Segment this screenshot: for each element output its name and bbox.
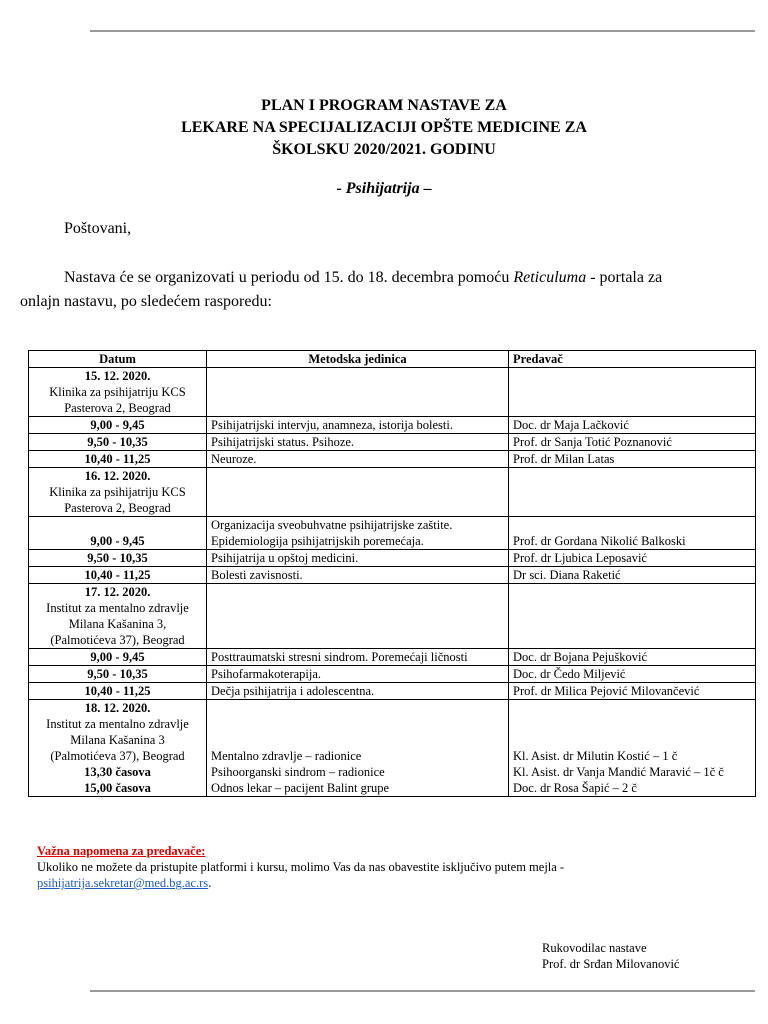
- unit-line: Odnos lekar – pacijent Balint grupe: [211, 781, 390, 795]
- title-line: PLAN I PROGRAM NASTAVE ZA: [261, 97, 507, 114]
- document-title: [0, 95, 768, 161]
- table-row: [29, 451, 756, 468]
- note-heading: Važna napomena za predavače:: [37, 844, 206, 858]
- table-header-row: [29, 351, 756, 368]
- table-row: [29, 649, 756, 666]
- location-line: Klinika za psihijatriju KCS: [49, 485, 186, 499]
- column-header-date: Datum: [29, 351, 207, 368]
- column-header-unit: Metodska jedinica: [207, 351, 509, 368]
- email-link[interactable]: psihijatrija.sekretar@med.bg.ac.rs: [37, 876, 209, 890]
- schedule-table: [28, 350, 756, 797]
- unit-line: Epidemiologija psihijatrijskih poremećaja.: [211, 534, 424, 548]
- signature-role: Rukovodilac nastave: [542, 941, 647, 955]
- location-line: (Palmotićeva 37), Beograd: [50, 749, 185, 763]
- time-cell: [29, 417, 207, 434]
- day-location-cell: [29, 700, 207, 797]
- table-row: [29, 683, 756, 700]
- location-line: Milana Kašanina 3,: [68, 617, 167, 631]
- unit-line: Psihoorganski sindrom – radionice: [211, 765, 385, 779]
- lecturer-cell: [509, 649, 756, 666]
- time-cell: [29, 517, 207, 550]
- unit-line: Posttraumatski stresni sindrom. Poremećaji ličnosti: [211, 650, 468, 664]
- column-header-lecturer: Predavač: [509, 351, 756, 368]
- unit-cell: [207, 700, 509, 797]
- unit-cell: [207, 666, 509, 683]
- table-row: [29, 417, 756, 434]
- day-header-row: [29, 368, 756, 417]
- table-row: [29, 550, 756, 567]
- unit-cell: [207, 567, 509, 584]
- lecturer-name: Prof. dr Gordana Nikolić Balkoski: [513, 534, 686, 548]
- session-date: 16. 12. 2020.: [84, 469, 151, 483]
- unit-cell: [207, 550, 509, 567]
- unit-line: Neuroze.: [211, 452, 257, 466]
- schedule-body: [29, 368, 756, 797]
- intro-paragraph: [20, 266, 740, 314]
- unit-line: Dečja psihijatrija i adolescentna.: [211, 684, 375, 698]
- unit-line: Mentalno zdravlje – radionice: [211, 749, 362, 763]
- lecturer-name: Prof. dr Sanja Totić Poznanović: [513, 435, 672, 449]
- unit-cell: [207, 683, 509, 700]
- time-slot: 9,50 - 10,35: [87, 667, 148, 681]
- empty-cell: [207, 368, 509, 417]
- lecturer-name: Prof. dr Milica Pejović Milovančević: [513, 684, 700, 698]
- location-line: Pasterova 2, Beograd: [64, 401, 171, 415]
- greeting: Poštovani,: [64, 220, 132, 237]
- lecturer-name: Doc. dr Bojana Pejušković: [513, 650, 648, 664]
- signature-name: Prof. dr Srđan Milovanović: [542, 957, 680, 971]
- time-slot: 9,50 - 10,35: [87, 435, 148, 449]
- top-divider: [90, 30, 755, 32]
- empty-cell: [509, 368, 756, 417]
- lecturer-cell: [509, 434, 756, 451]
- time-slot: 10,40 - 11,25: [84, 684, 151, 698]
- time-slot: 13,30 časova: [84, 765, 151, 779]
- important-note: [37, 843, 737, 891]
- time-slot: 10,40 - 11,25: [84, 452, 151, 466]
- unit-line: Psihijatrijski intervju, anamneza, istorija bolesti.: [211, 418, 453, 432]
- lecturer-cell: [509, 517, 756, 550]
- unit-line: Bolesti zavisnosti.: [211, 568, 303, 582]
- lecturer-cell: [509, 567, 756, 584]
- lecturer-cell: [509, 451, 756, 468]
- time-slot: 10,40 - 11,25: [84, 568, 151, 582]
- unit-line: Organizacija sveobuhvatne psihijatrijske zaštite.: [211, 518, 453, 532]
- lecturer-name: Kl. Asist. dr Vanja Mandić Maravić – 1č č: [513, 765, 724, 779]
- time-cell: [29, 451, 207, 468]
- day-location-cell: [29, 468, 207, 517]
- lecturer-cell: [509, 550, 756, 567]
- day-location-cell: [29, 368, 207, 417]
- title-line: LEKARE NA SPECIJALIZACIJI OPŠTE MEDICINE ZA: [181, 119, 587, 136]
- location-line: Institut za mentalno zdravlje: [46, 601, 189, 615]
- time-slot: 9,50 - 10,35: [87, 551, 148, 565]
- time-slot: 9,00 - 9,45: [90, 650, 145, 664]
- lecturer-name: Prof. dr Milan Latas: [513, 452, 615, 466]
- unit-cell: [207, 451, 509, 468]
- unit-cell: [207, 417, 509, 434]
- location-line: Klinika za psihijatriju KCS: [49, 385, 186, 399]
- time-cell: [29, 666, 207, 683]
- time-cell: [29, 683, 207, 700]
- time-slot: 15,00 časova: [84, 781, 151, 795]
- table-row: [29, 434, 756, 451]
- lecturer-name: Doc. dr Maja Lačković: [513, 418, 629, 432]
- day-location-cell: [29, 584, 207, 649]
- lecturer-cell: [509, 666, 756, 683]
- intro-text: Nastava će se organizovati u periodu od 15. do 18. decembra pomoću: [64, 269, 514, 286]
- location-line: Pasterova 2, Beograd: [64, 501, 171, 515]
- subject-heading: - Psihijatrija –: [336, 180, 432, 197]
- session-date: 18. 12. 2020.: [84, 701, 151, 715]
- lecturer-cell: [509, 683, 756, 700]
- intro-text: - portala za: [586, 269, 663, 286]
- location-line: Institut za mentalno zdravlje: [46, 717, 189, 731]
- platform-name: Reticuluma: [513, 269, 587, 286]
- table-row: [29, 666, 756, 683]
- time-slot: 9,00 - 9,45: [90, 418, 145, 432]
- location-line: Milana Kašanina 3: [70, 733, 165, 747]
- lecturer-name: Kl. Asist. dr Milutin Kostić – 1 č: [513, 749, 678, 763]
- lecturer-cell: [509, 700, 756, 797]
- intro-text: onlajn nastavu, po sledećem rasporedu:: [20, 293, 272, 310]
- empty-cell: [509, 584, 756, 649]
- session-date: 17. 12. 2020.: [84, 585, 151, 599]
- lecturer-cell: [509, 417, 756, 434]
- note-text: Ukoliko ne možete da pristupite platformi i kursu, molimo Vas da nas obavestite isključivo putem mejla -: [37, 860, 565, 874]
- time-cell: [29, 434, 207, 451]
- lecturer-name: Prof. dr Ljubica Leposavić: [513, 551, 647, 565]
- title-line: ŠKOLSKU 2020/2021. GODINU: [272, 141, 496, 158]
- note-period: .: [208, 876, 212, 890]
- table-row: [29, 517, 756, 550]
- lecturer-name: Dr sci. Diana Raketić: [513, 568, 621, 582]
- day-header-row: [29, 584, 756, 649]
- lecturer-name: Doc. dr Rosa Šapić – 2 č: [513, 781, 637, 795]
- empty-cell: [509, 468, 756, 517]
- time-cell: [29, 649, 207, 666]
- bottom-divider: [90, 990, 755, 992]
- day-header-row: [29, 468, 756, 517]
- last-day-row: [29, 700, 756, 797]
- empty-cell: [207, 468, 509, 517]
- lecturer-name: Doc. dr Čedo Miljević: [513, 667, 626, 681]
- signature-block: [542, 940, 679, 972]
- time-slot: 9,00 - 9,45: [90, 534, 145, 548]
- unit-cell: [207, 517, 509, 550]
- unit-cell: [207, 434, 509, 451]
- unit-line: Psihijatrija u opštoj medicini.: [211, 551, 359, 565]
- time-cell: [29, 550, 207, 567]
- unit-cell: [207, 649, 509, 666]
- table-row: [29, 567, 756, 584]
- session-date: 15. 12. 2020.: [84, 369, 151, 383]
- unit-line: Psihijatrijski status. Psihoze.: [211, 435, 355, 449]
- empty-cell: [207, 584, 509, 649]
- time-cell: [29, 567, 207, 584]
- unit-line: Psihofarmakoterapija.: [211, 667, 322, 681]
- location-line: (Palmotićeva 37), Beograd: [50, 633, 185, 647]
